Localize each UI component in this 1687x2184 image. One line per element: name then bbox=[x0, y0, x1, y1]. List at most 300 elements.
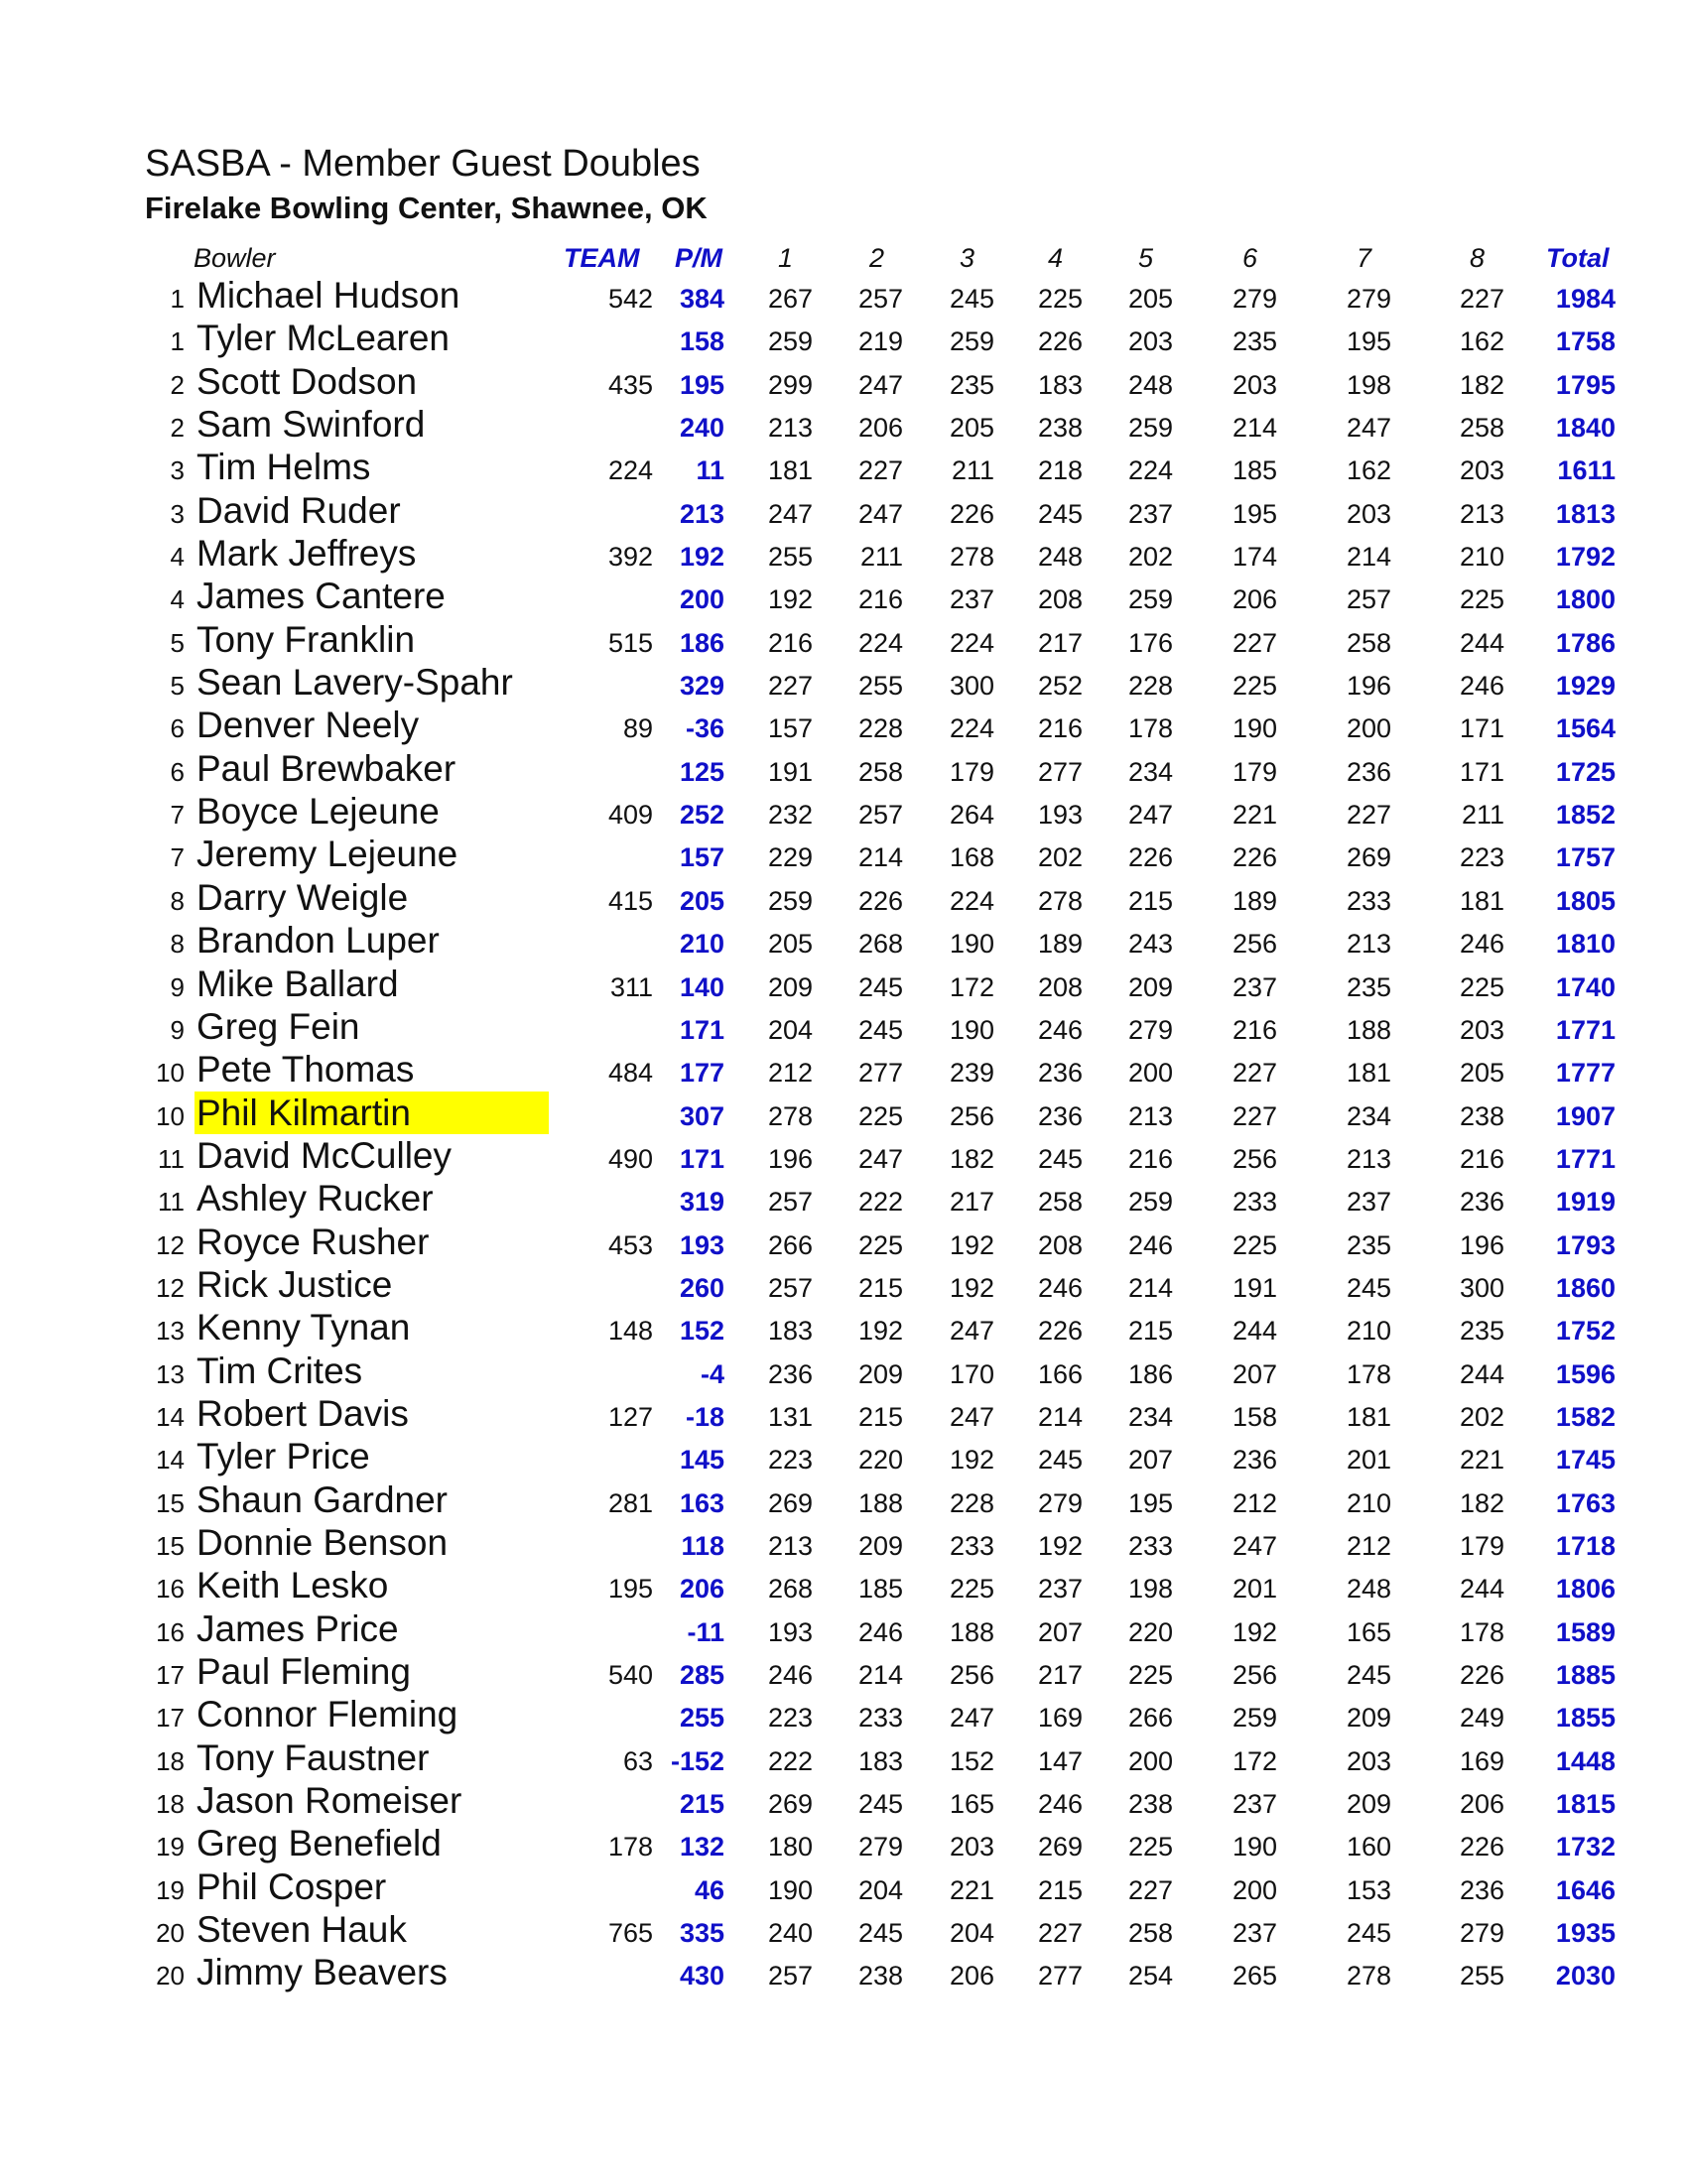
table-row bbox=[0, 919, 1687, 962]
total-cell: 1984 bbox=[1555, 284, 1616, 314]
game-7-cell: 181 bbox=[1346, 1401, 1391, 1432]
table-row bbox=[0, 1607, 1687, 1650]
game-1-cell: 266 bbox=[767, 1229, 813, 1260]
rank-cell: 11 bbox=[158, 1143, 185, 1174]
plus-minus-cell: 430 bbox=[679, 1961, 724, 1991]
bowler-name: James Cantere bbox=[196, 576, 446, 617]
game-4-cell: 248 bbox=[1037, 542, 1083, 573]
bowler-name: Steven Hauk bbox=[196, 1909, 407, 1951]
page-subtitle: Firelake Bowling Center, Shawnee, OK bbox=[145, 191, 708, 225]
game-5-cell: 205 bbox=[1127, 284, 1173, 314]
game-3-cell: 224 bbox=[949, 713, 994, 744]
plus-minus-cell: 252 bbox=[679, 800, 724, 831]
game-3-cell: 172 bbox=[949, 971, 994, 1002]
team-score-cell: 484 bbox=[607, 1058, 653, 1089]
game-1-cell: 157 bbox=[767, 713, 813, 744]
total-cell: 1919 bbox=[1555, 1187, 1616, 1218]
game-6-cell: 225 bbox=[1232, 671, 1277, 702]
total-cell: 1718 bbox=[1555, 1530, 1616, 1561]
game-7-cell: 227 bbox=[1346, 800, 1391, 831]
team-score-cell: 178 bbox=[607, 1832, 653, 1863]
rank-cell: 12 bbox=[156, 1229, 185, 1260]
game-3-cell: 203 bbox=[949, 1832, 994, 1863]
team-score-cell: 127 bbox=[607, 1401, 653, 1432]
game-3-cell: 224 bbox=[949, 627, 994, 658]
game-8-cell: 171 bbox=[1459, 756, 1504, 787]
team-score-cell: 515 bbox=[607, 627, 653, 658]
game-5-cell: 214 bbox=[1127, 1272, 1173, 1303]
game-5-cell: 234 bbox=[1127, 1401, 1173, 1432]
table-row bbox=[0, 1392, 1687, 1435]
bowler-name: Tim Helms bbox=[196, 447, 371, 488]
game-4-cell: 217 bbox=[1037, 1660, 1083, 1690]
game-7-cell: 200 bbox=[1346, 713, 1391, 744]
game-6-cell: 247 bbox=[1232, 1530, 1277, 1561]
game-7-cell: 245 bbox=[1346, 1660, 1391, 1690]
game-5-cell: 198 bbox=[1127, 1574, 1173, 1605]
table-row bbox=[0, 1092, 1687, 1134]
game-8-cell: 223 bbox=[1459, 842, 1504, 873]
bowler-name: David McCulley bbox=[196, 1134, 453, 1176]
table-row bbox=[0, 1564, 1687, 1606]
game-8-cell: 244 bbox=[1459, 1358, 1504, 1389]
total-cell: 1763 bbox=[1555, 1487, 1616, 1518]
game-4-cell: 236 bbox=[1037, 1058, 1083, 1089]
game-3-cell: 226 bbox=[949, 498, 994, 529]
game-3-cell: 190 bbox=[949, 929, 994, 960]
bowler-name: Darry Weigle bbox=[196, 876, 409, 918]
header-bowler: Bowler bbox=[194, 243, 276, 273]
total-cell: 1732 bbox=[1555, 1832, 1616, 1863]
game-6-cell: 190 bbox=[1232, 1832, 1277, 1863]
plus-minus-cell: 152 bbox=[679, 1316, 724, 1347]
plus-minus-cell: 240 bbox=[679, 413, 724, 444]
game-8-cell: 182 bbox=[1459, 369, 1504, 400]
game-1-cell: 181 bbox=[767, 455, 813, 486]
game-4-cell: 208 bbox=[1037, 584, 1083, 615]
bowler-name: Shaun Gardner bbox=[196, 1478, 449, 1520]
game-8-cell: 162 bbox=[1459, 326, 1504, 357]
game-6-cell: 212 bbox=[1232, 1487, 1277, 1518]
table-row bbox=[0, 1865, 1687, 1908]
game-8-cell: 196 bbox=[1459, 1229, 1504, 1260]
game-8-cell: 300 bbox=[1459, 1272, 1504, 1303]
game-1-cell: 255 bbox=[767, 542, 813, 573]
game-7-cell: 209 bbox=[1346, 1789, 1391, 1820]
rank-cell: 6 bbox=[170, 756, 185, 787]
game-2-cell: 225 bbox=[857, 1229, 903, 1260]
game-3-cell: 247 bbox=[949, 1703, 994, 1734]
plus-minus-cell: -18 bbox=[685, 1401, 724, 1432]
game-6-cell: 206 bbox=[1232, 584, 1277, 615]
game-8-cell: 236 bbox=[1459, 1874, 1504, 1905]
game-7-cell: 213 bbox=[1346, 1143, 1391, 1174]
game-3-cell: 245 bbox=[949, 284, 994, 314]
game-3-cell: 182 bbox=[949, 1143, 994, 1174]
plus-minus-cell: 11 bbox=[696, 455, 724, 486]
game-4-cell: 207 bbox=[1037, 1616, 1083, 1647]
table-row bbox=[0, 1435, 1687, 1477]
game-4-cell: 277 bbox=[1037, 756, 1083, 787]
game-5-cell: 216 bbox=[1127, 1143, 1173, 1174]
game-6-cell: 207 bbox=[1232, 1358, 1277, 1389]
game-3-cell: 192 bbox=[949, 1272, 994, 1303]
game-1-cell: 257 bbox=[767, 1187, 813, 1218]
team-score-cell: 542 bbox=[607, 284, 653, 314]
plus-minus-cell: 132 bbox=[679, 1832, 724, 1863]
total-cell: 1815 bbox=[1555, 1789, 1616, 1820]
bowler-name: Keith Lesko bbox=[196, 1565, 389, 1606]
total-cell: 1740 bbox=[1555, 971, 1616, 1002]
game-4-cell: 226 bbox=[1037, 326, 1083, 357]
game-4-cell: 217 bbox=[1037, 627, 1083, 658]
table-row bbox=[0, 1349, 1687, 1392]
plus-minus-cell: 307 bbox=[679, 1100, 724, 1131]
game-8-cell: 238 bbox=[1459, 1100, 1504, 1131]
plus-minus-cell: 329 bbox=[679, 671, 724, 702]
game-5-cell: 227 bbox=[1127, 1874, 1173, 1905]
game-4-cell: 258 bbox=[1037, 1187, 1083, 1218]
rank-cell: 7 bbox=[170, 800, 185, 831]
game-5-cell: 228 bbox=[1127, 671, 1173, 702]
bowler-name: Connor Fleming bbox=[196, 1694, 458, 1735]
game-2-cell: 245 bbox=[857, 971, 903, 1002]
game-2-cell: 279 bbox=[857, 1832, 903, 1863]
team-score-cell: 224 bbox=[607, 455, 653, 486]
game-5-cell: 259 bbox=[1127, 413, 1173, 444]
table-row bbox=[0, 1220, 1687, 1263]
bowler-name: Tyler Price bbox=[196, 1436, 370, 1477]
rank-cell: 19 bbox=[156, 1874, 185, 1905]
game-8-cell: 249 bbox=[1459, 1703, 1504, 1734]
game-5-cell: 243 bbox=[1127, 929, 1173, 960]
game-3-cell: 211 bbox=[951, 455, 994, 486]
table-row bbox=[0, 1306, 1687, 1349]
header-game-5: 5 bbox=[1138, 243, 1154, 273]
rank-cell: 3 bbox=[170, 498, 185, 529]
game-7-cell: 153 bbox=[1346, 1874, 1391, 1905]
rank-cell: 7 bbox=[170, 842, 185, 873]
game-2-cell: 211 bbox=[859, 542, 903, 573]
bowler-name: Pete Thomas bbox=[196, 1049, 415, 1091]
plus-minus-cell: 145 bbox=[679, 1445, 724, 1476]
bowler-name: Mike Ballard bbox=[196, 963, 399, 1004]
game-4-cell: 218 bbox=[1037, 455, 1083, 486]
game-1-cell: 216 bbox=[767, 627, 813, 658]
rank-cell: 5 bbox=[170, 627, 185, 658]
team-score-cell: 409 bbox=[607, 800, 653, 831]
game-3-cell: 256 bbox=[949, 1100, 994, 1131]
game-8-cell: 226 bbox=[1459, 1660, 1504, 1690]
bowler-name: Mark Jeffreys bbox=[196, 533, 417, 575]
game-3-cell: 217 bbox=[949, 1187, 994, 1218]
team-score-cell: 195 bbox=[607, 1574, 653, 1605]
game-5-cell: 225 bbox=[1127, 1832, 1173, 1863]
header-game-6: 6 bbox=[1242, 243, 1258, 273]
rank-cell: 2 bbox=[170, 413, 185, 444]
team-score-cell: 490 bbox=[607, 1143, 653, 1174]
rank-cell: 19 bbox=[156, 1832, 185, 1863]
game-1-cell: 257 bbox=[767, 1961, 813, 1991]
game-2-cell: 245 bbox=[857, 1014, 903, 1045]
table-row bbox=[0, 403, 1687, 446]
rank-cell: 20 bbox=[156, 1918, 185, 1949]
game-5-cell: 259 bbox=[1127, 584, 1173, 615]
table-row bbox=[0, 747, 1687, 790]
game-7-cell: 209 bbox=[1346, 1703, 1391, 1734]
game-7-cell: 233 bbox=[1346, 885, 1391, 916]
bowler-name: Jimmy Beavers bbox=[196, 1952, 448, 1993]
game-4-cell: 225 bbox=[1037, 284, 1083, 314]
game-1-cell: 232 bbox=[767, 800, 813, 831]
rank-cell: 12 bbox=[156, 1272, 185, 1303]
game-3-cell: 192 bbox=[949, 1445, 994, 1476]
game-4-cell: 252 bbox=[1037, 671, 1083, 702]
table-row bbox=[0, 661, 1687, 704]
plus-minus-cell: 157 bbox=[679, 842, 724, 873]
game-4-cell: 236 bbox=[1037, 1100, 1083, 1131]
game-1-cell: 183 bbox=[767, 1316, 813, 1347]
game-6-cell: 259 bbox=[1232, 1703, 1277, 1734]
game-4-cell: 169 bbox=[1037, 1703, 1083, 1734]
game-7-cell: 203 bbox=[1346, 1745, 1391, 1776]
game-6-cell: 225 bbox=[1232, 1229, 1277, 1260]
team-score-cell: 281 bbox=[607, 1487, 653, 1518]
rank-cell: 13 bbox=[156, 1316, 185, 1347]
game-3-cell: 179 bbox=[949, 756, 994, 787]
bowler-name: Brandon Luper bbox=[196, 920, 440, 962]
game-8-cell: 279 bbox=[1459, 1918, 1504, 1949]
game-6-cell: 221 bbox=[1232, 800, 1277, 831]
game-2-cell: 247 bbox=[857, 1143, 903, 1174]
game-7-cell: 269 bbox=[1346, 842, 1391, 873]
game-3-cell: 247 bbox=[949, 1316, 994, 1347]
game-1-cell: 205 bbox=[767, 929, 813, 960]
game-8-cell: 179 bbox=[1459, 1530, 1504, 1561]
bowler-name: Kenny Tynan bbox=[196, 1307, 411, 1349]
plus-minus-cell: 140 bbox=[679, 971, 724, 1002]
rank-cell: 3 bbox=[170, 455, 185, 486]
game-7-cell: 235 bbox=[1346, 1229, 1391, 1260]
table-row bbox=[0, 1263, 1687, 1306]
game-4-cell: 166 bbox=[1037, 1358, 1083, 1389]
game-7-cell: 248 bbox=[1346, 1574, 1391, 1605]
header-total: Total bbox=[1546, 243, 1610, 273]
bowler-name: Phil Cosper bbox=[196, 1865, 387, 1907]
game-5-cell: 203 bbox=[1127, 326, 1173, 357]
plus-minus-cell: 118 bbox=[681, 1530, 724, 1561]
game-6-cell: 236 bbox=[1232, 1445, 1277, 1476]
game-8-cell: 246 bbox=[1459, 671, 1504, 702]
rank-cell: 1 bbox=[170, 326, 185, 357]
page-title: SASBA - Member Guest Doubles bbox=[145, 143, 701, 185]
total-cell: 1885 bbox=[1555, 1660, 1616, 1690]
game-6-cell: 191 bbox=[1232, 1272, 1277, 1303]
plus-minus-cell: 285 bbox=[679, 1660, 724, 1690]
game-5-cell: 237 bbox=[1127, 498, 1173, 529]
game-5-cell: 176 bbox=[1127, 627, 1173, 658]
game-5-cell: 234 bbox=[1127, 756, 1173, 787]
bowler-name: Jeremy Lejeune bbox=[196, 834, 458, 875]
game-6-cell: 256 bbox=[1232, 929, 1277, 960]
game-4-cell: 192 bbox=[1037, 1530, 1083, 1561]
game-5-cell: 224 bbox=[1127, 455, 1173, 486]
game-8-cell: 225 bbox=[1459, 971, 1504, 1002]
game-3-cell: 233 bbox=[949, 1530, 994, 1561]
bowler-name: Rick Justice bbox=[196, 1263, 393, 1305]
table-row bbox=[0, 1005, 1687, 1048]
rank-cell: 15 bbox=[156, 1530, 185, 1561]
game-1-cell: 268 bbox=[767, 1574, 813, 1605]
game-2-cell: 215 bbox=[857, 1272, 903, 1303]
plus-minus-cell: 215 bbox=[679, 1789, 724, 1820]
game-8-cell: 244 bbox=[1459, 627, 1504, 658]
game-7-cell: 234 bbox=[1346, 1100, 1391, 1131]
game-2-cell: 188 bbox=[857, 1487, 903, 1518]
game-3-cell: 300 bbox=[949, 671, 994, 702]
game-8-cell: 258 bbox=[1459, 413, 1504, 444]
bowler-name: Ashley Rucker bbox=[196, 1178, 434, 1220]
rank-cell: 11 bbox=[158, 1187, 185, 1218]
game-7-cell: 257 bbox=[1346, 584, 1391, 615]
game-6-cell: 265 bbox=[1232, 1961, 1277, 1991]
plus-minus-cell: 335 bbox=[679, 1918, 724, 1949]
game-3-cell: 205 bbox=[949, 413, 994, 444]
game-5-cell: 207 bbox=[1127, 1445, 1173, 1476]
game-5-cell: 213 bbox=[1127, 1100, 1173, 1131]
bowler-name: Tyler McLearen bbox=[196, 318, 450, 359]
game-2-cell: 185 bbox=[857, 1574, 903, 1605]
game-2-cell: 257 bbox=[857, 284, 903, 314]
game-7-cell: 210 bbox=[1346, 1487, 1391, 1518]
game-2-cell: 214 bbox=[857, 1660, 903, 1690]
team-score-cell: 89 bbox=[622, 713, 653, 744]
game-8-cell: 205 bbox=[1459, 1058, 1504, 1089]
game-7-cell: 236 bbox=[1346, 756, 1391, 787]
plus-minus-cell: 171 bbox=[679, 1014, 724, 1045]
game-5-cell: 186 bbox=[1127, 1358, 1173, 1389]
game-4-cell: 277 bbox=[1037, 1961, 1083, 1991]
table-row bbox=[0, 1134, 1687, 1177]
rank-cell: 4 bbox=[170, 542, 185, 573]
game-7-cell: 196 bbox=[1346, 671, 1391, 702]
game-3-cell: 204 bbox=[949, 1918, 994, 1949]
game-5-cell: 254 bbox=[1127, 1961, 1173, 1991]
game-8-cell: 181 bbox=[1459, 885, 1504, 916]
game-6-cell: 237 bbox=[1232, 1918, 1277, 1949]
game-6-cell: 237 bbox=[1232, 971, 1277, 1002]
team-score-cell: 765 bbox=[607, 1918, 653, 1949]
bowler-name: Tony Franklin bbox=[196, 618, 416, 660]
total-cell: 1564 bbox=[1555, 713, 1616, 744]
rank-cell: 10 bbox=[156, 1058, 185, 1089]
game-7-cell: 188 bbox=[1346, 1014, 1391, 1045]
bowler-name: Sam Swinford bbox=[196, 404, 426, 446]
game-4-cell: 193 bbox=[1037, 800, 1083, 831]
game-1-cell: 229 bbox=[767, 842, 813, 873]
game-6-cell: 200 bbox=[1232, 1874, 1277, 1905]
total-cell: 1793 bbox=[1555, 1229, 1616, 1260]
game-5-cell: 279 bbox=[1127, 1014, 1173, 1045]
plus-minus-cell: 200 bbox=[679, 584, 724, 615]
results-table bbox=[0, 274, 1687, 1994]
rank-cell: 9 bbox=[170, 971, 185, 1002]
bowler-name: Robert Davis bbox=[196, 1392, 409, 1434]
total-cell: 1777 bbox=[1555, 1058, 1616, 1089]
game-7-cell: 203 bbox=[1346, 498, 1391, 529]
bowler-name: Paul Brewbaker bbox=[196, 747, 456, 789]
game-8-cell: 221 bbox=[1459, 1445, 1504, 1476]
game-2-cell: 216 bbox=[857, 584, 903, 615]
plus-minus-cell: 206 bbox=[679, 1574, 724, 1605]
header-game-7: 7 bbox=[1357, 243, 1372, 273]
game-7-cell: 279 bbox=[1346, 284, 1391, 314]
game-5-cell: 220 bbox=[1127, 1616, 1173, 1647]
game-1-cell: 223 bbox=[767, 1703, 813, 1734]
total-cell: 1806 bbox=[1555, 1574, 1616, 1605]
game-1-cell: 212 bbox=[767, 1058, 813, 1089]
game-7-cell: 235 bbox=[1346, 971, 1391, 1002]
game-4-cell: 227 bbox=[1037, 1918, 1083, 1949]
game-7-cell: 198 bbox=[1346, 369, 1391, 400]
game-7-cell: 181 bbox=[1346, 1058, 1391, 1089]
bowler-name: Jason Romeiser bbox=[196, 1780, 462, 1822]
game-1-cell: 236 bbox=[767, 1358, 813, 1389]
game-6-cell: 189 bbox=[1232, 885, 1277, 916]
bowler-name: Tim Crites bbox=[196, 1349, 363, 1391]
game-6-cell: 235 bbox=[1232, 326, 1277, 357]
game-7-cell: 178 bbox=[1346, 1358, 1391, 1389]
game-2-cell: 183 bbox=[857, 1745, 903, 1776]
table-row bbox=[0, 446, 1687, 488]
game-4-cell: 278 bbox=[1037, 885, 1083, 916]
game-1-cell: 269 bbox=[767, 1487, 813, 1518]
total-cell: 1758 bbox=[1555, 326, 1616, 357]
bowler-name: Donnie Benson bbox=[196, 1521, 449, 1563]
game-4-cell: 189 bbox=[1037, 929, 1083, 960]
game-2-cell: 222 bbox=[857, 1187, 903, 1218]
plus-minus-cell: 193 bbox=[679, 1229, 724, 1260]
rank-cell: 20 bbox=[156, 1961, 185, 1991]
game-6-cell: 192 bbox=[1232, 1616, 1277, 1647]
total-cell: 2030 bbox=[1555, 1961, 1616, 1991]
plus-minus-cell: -4 bbox=[700, 1358, 724, 1389]
game-6-cell: 172 bbox=[1232, 1745, 1277, 1776]
rank-cell: 4 bbox=[170, 584, 185, 615]
plus-minus-cell: 125 bbox=[679, 756, 724, 787]
game-6-cell: 185 bbox=[1232, 455, 1277, 486]
game-3-cell: 264 bbox=[949, 800, 994, 831]
game-1-cell: 247 bbox=[767, 498, 813, 529]
rank-cell: 8 bbox=[170, 929, 185, 960]
bowler-name: Phil Kilmartin bbox=[196, 1092, 411, 1133]
plus-minus-cell: 213 bbox=[679, 498, 724, 529]
header-game-1: 1 bbox=[778, 243, 794, 273]
game-7-cell: 213 bbox=[1346, 929, 1391, 960]
game-4-cell: 237 bbox=[1037, 1574, 1083, 1605]
table-row bbox=[0, 1779, 1687, 1822]
total-cell: 1448 bbox=[1555, 1745, 1616, 1776]
game-8-cell: 227 bbox=[1459, 284, 1504, 314]
game-2-cell: 238 bbox=[857, 1961, 903, 1991]
game-3-cell: 152 bbox=[949, 1745, 994, 1776]
rank-cell: 18 bbox=[156, 1745, 185, 1776]
game-6-cell: 195 bbox=[1232, 498, 1277, 529]
game-2-cell: 255 bbox=[857, 671, 903, 702]
game-3-cell: 206 bbox=[949, 1961, 994, 1991]
total-cell: 1840 bbox=[1555, 413, 1616, 444]
game-8-cell: 169 bbox=[1459, 1745, 1504, 1776]
